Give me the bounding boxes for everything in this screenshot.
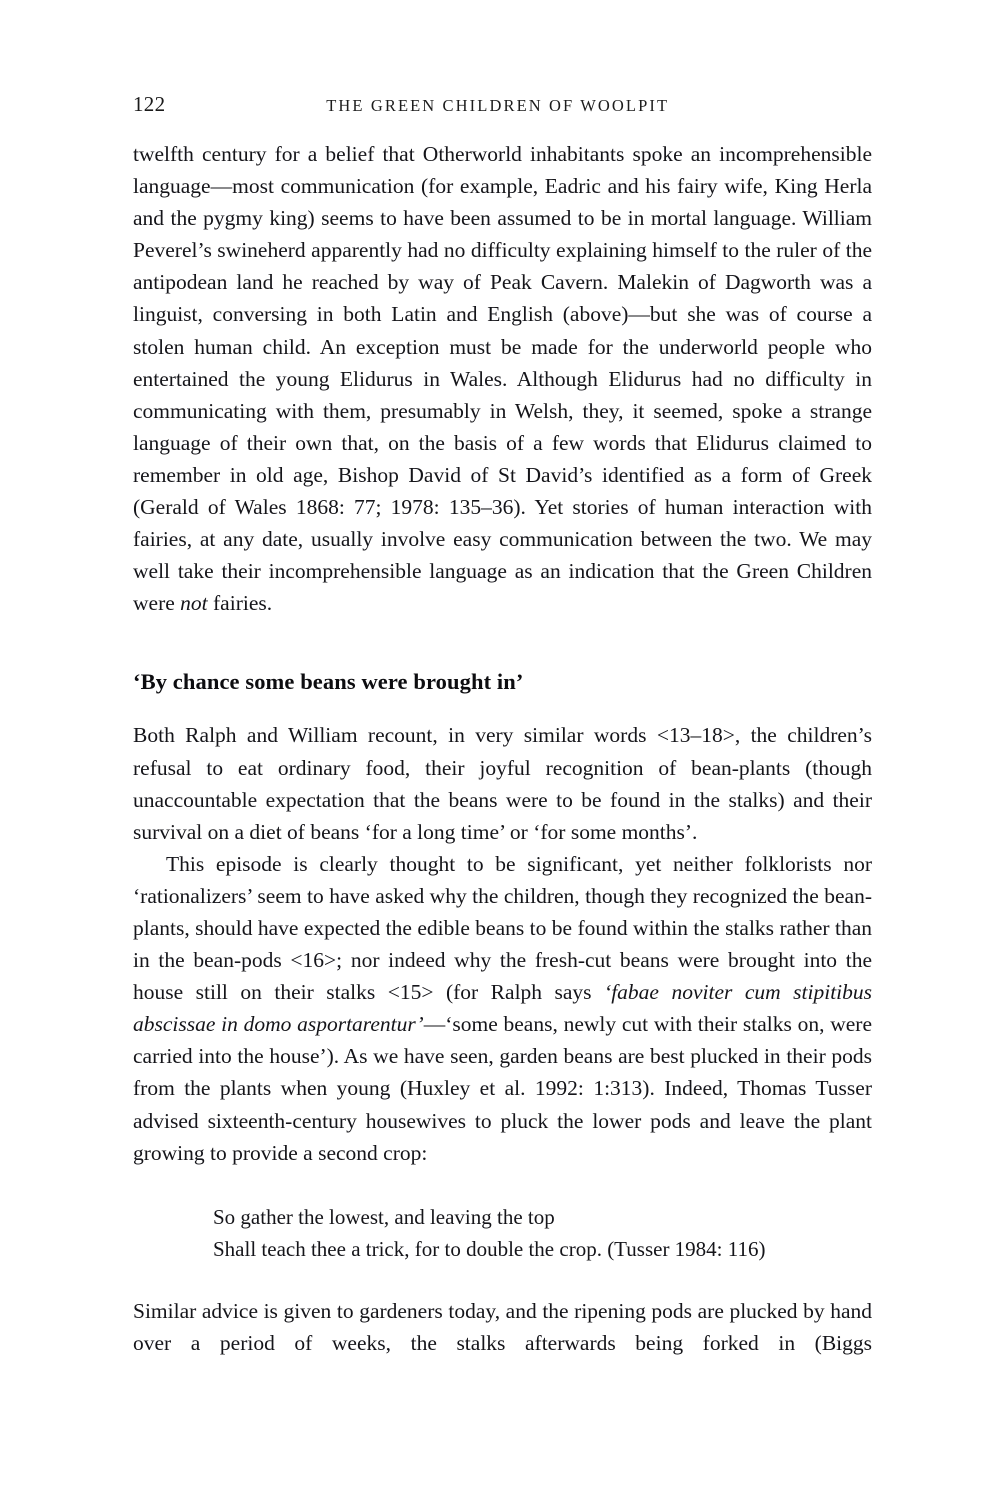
page-number: 122	[133, 92, 166, 116]
spacer	[133, 1169, 872, 1201]
paragraph-beans-summary: Both Ralph and William recount, in very similar words <13–18>, the children’s refusal to eat ordinary food, their joyful recognition of bean-plants (though unaccountable expectation that the beans were to be found in the stalks) and their survival on a diet of beans ‘for a long time’ or ‘for some months’.	[133, 723, 872, 844]
spacer	[133, 697, 872, 719]
paragraph-1-text: twelfth century for a belief that Otherworld inhabitants spoke an incomprehensible language—most communication (for example, Eadric and his fairy wife, King Herla and the pygmy king) seems to have been assumed to be in mortal language. William Peverel’s swineherd apparently had no difficulty explaining himself to the ruler of the antipodean land he reached by way of Peak Cavern. Malekin of Dagworth was a linguist, conversing in both Latin and English (above)—but she was of course a stolen human child. An exception must be made for the underworld people who entertained the young Elidurus in Wales. Although Elidurus had no difficulty in communicating with them, presumably in Welsh, they, it seemed, spoke a strange language of their own that, on the basis of a few words that Elidurus claimed to remember in old age, Bishop David of St David’s identified as a form of Greek (Gerald of Wales 1868: 77; 1978: 135–36). Yet stories of human interaction with fairies, at any date, usually involve easy communication between the two. We may well take their incomprehensible language as an indication that the Green Children were	[133, 142, 872, 616]
paragraph-3-part-1: This episode is clearly thought to be significant, yet neither folklorists nor ‘rationalizers’ seem to have asked why the children, though they recognized the bean-plants, should have expected the edible beans to be found within the stalks rather than in the bean-pods <16>; nor indeed why the fresh-cut beans were brought into the house still on their stalks <15> (for Ralph says	[133, 851, 872, 1005]
paragraph-3-part-2: —‘some beans, newly cut with their stalks on, were carried into the house’). As we have seen, garden beans are best plucked in their pods from the plants when young (Huxley et al. 1992: 1:313). Indeed, Thomas Tusser advised sixteenth-century housewives to pluck the lower pods and leave the plant growing to provide a second crop:	[133, 1012, 873, 1165]
verse-line-2: Shall teach thee a trick, for to double the crop. (Tusser 1984: 116)	[213, 1236, 766, 1261]
running-head-title: THE GREEN CHILDREN OF WOOLPIT	[326, 96, 670, 115]
paragraph-1-tail: fairies.	[207, 591, 273, 616]
spacer	[133, 1265, 872, 1295]
running-head	[133, 91, 872, 117]
paragraph-continued	[133, 138, 872, 619]
spacer	[133, 619, 872, 667]
section-heading: ‘By chance some beans were brought in’	[133, 669, 524, 695]
latin-quotation: ‘fabae noviter cum stipitibus abscissae in domo asportarentur’	[133, 980, 873, 1037]
text-column	[133, 138, 872, 1391]
paragraph-1-emphasis: not	[180, 591, 208, 616]
paragraph-episode-analysis	[133, 848, 872, 1169]
verse-line-1: So gather the lowest, and leaving the top	[213, 1204, 555, 1229]
paragraph-modern-advice: Similar advice is given to gardeners today, and the ripening pods are plucked by hand over a period of weeks, the stalks afterwards being forked in (Biggs	[133, 1298, 872, 1355]
verse-quotation	[133, 1201, 872, 1265]
